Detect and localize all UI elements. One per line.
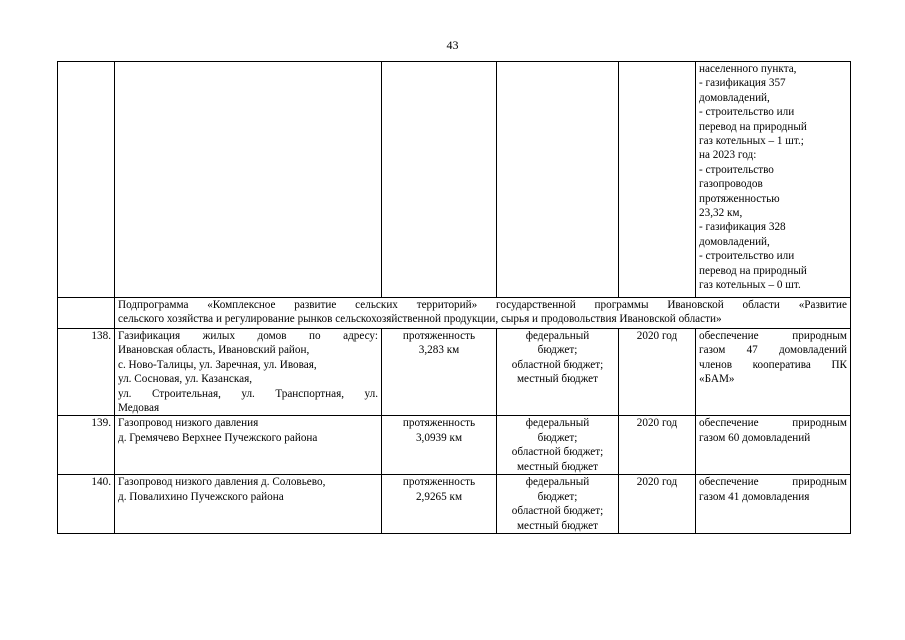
result-line: «БАМ» (699, 373, 735, 386)
funding-line: областной бюджет; (511, 358, 604, 371)
result-line: домовладений, (699, 235, 770, 248)
object-name-cell (115, 475, 382, 534)
result-line: газопроводов (699, 178, 763, 191)
continuation-row (58, 62, 851, 298)
subprogram-line: Подпрограмма «Комплексное развитие сельских территорий» государственной программы Ивановской области «Развитие (118, 299, 847, 311)
capacity-line: протяженность (402, 330, 476, 342)
funding-line: областной бюджет; (511, 446, 604, 459)
funding-line: областной бюджет; (511, 505, 604, 518)
cont-result-cell (696, 62, 851, 298)
result-line: - строительство или (699, 250, 795, 263)
object-name-cell (115, 416, 382, 475)
subprogram-line: сельского хозяйства и регулирование рынков сельскохозяйственной продукции, сырья и продовольствия Ивановской области» (118, 313, 722, 326)
year-cell: 2020 год (619, 329, 696, 416)
row-number: 140. (58, 475, 115, 534)
cont-funding-cell (497, 62, 619, 298)
result-line: - газификация 328 (699, 221, 786, 234)
result-line: газом 41 домовладения (699, 490, 810, 503)
table-row (58, 416, 851, 475)
capacity-line: протяженность (402, 476, 476, 489)
row-number: 138. (58, 329, 115, 416)
result-cell (696, 475, 851, 534)
cont-num-cell (58, 62, 115, 298)
object-name-line: Медовая (118, 402, 160, 415)
subprogram-num-cell (58, 298, 115, 329)
cont-capacity-cell (382, 62, 497, 298)
funding-line: бюджет; (537, 431, 578, 444)
object-name-line: Газификация жилых домов по адресу: (118, 330, 378, 342)
result-line: газ котельных – 1 шт.; (699, 135, 804, 148)
capacity-cell (382, 416, 497, 475)
cont-year-cell (619, 62, 696, 298)
result-line: перевод на природный (699, 264, 807, 277)
capacity-cell (382, 475, 497, 534)
object-name-line: д. Повалихино Пучежского района (118, 490, 284, 503)
result-line: - строительство (699, 163, 774, 176)
result-line: газом 47 домовладений (699, 344, 847, 357)
result-line: обеспечение природным (699, 476, 847, 489)
funding-line: бюджет; (537, 490, 578, 503)
result-line: - строительство или (699, 106, 795, 119)
capacity-cell (382, 329, 497, 416)
funding-line: бюджет; (537, 344, 578, 357)
result-line: газ котельных – 0 шт. (699, 279, 801, 292)
result-line: протяженностью (699, 192, 780, 205)
page-number: 43 (446, 38, 459, 52)
result-line: обеспечение природным (699, 417, 847, 430)
result-line: обеспечение природным (699, 330, 847, 342)
result-line: членов кооператива ПК (699, 358, 847, 371)
result-cell (696, 416, 851, 475)
table-row (58, 475, 851, 534)
year-cell: 2020 год (619, 416, 696, 475)
result-cell (696, 329, 851, 416)
object-name-line: Газопровод низкого давления (118, 417, 259, 430)
object-name-line: с. Ново-Талицы, ул. Заречная, ул. Ивовая, (118, 358, 317, 371)
result-line: домовладений, (699, 91, 770, 104)
funding-line: федеральный (525, 417, 590, 430)
object-name-line: ул. Строительная, ул. Транспортная, ул. (118, 387, 378, 400)
funding-cell (497, 416, 619, 475)
result-line: населенного пункта, (699, 63, 797, 75)
result-line: газом 60 домовладений (699, 431, 811, 444)
funding-line: федеральный (525, 330, 590, 342)
funding-cell (497, 475, 619, 534)
object-name-line: ул. Сосновая, ул. Казанская, (118, 373, 253, 386)
gasification-table (57, 61, 851, 534)
capacity-line: 2,9265 км (415, 490, 463, 503)
result-line: перевод на природный (699, 120, 807, 133)
funding-line: местный бюджет (516, 373, 599, 386)
result-line: - газификация 357 (699, 77, 786, 90)
capacity-line: 3,0939 км (415, 431, 463, 444)
funding-line: местный бюджет (516, 460, 599, 473)
object-name-line: Ивановская область, Ивановский район, (118, 344, 310, 357)
row-number: 139. (58, 416, 115, 475)
funding-cell (497, 329, 619, 416)
result-line: 23,32 км, (699, 207, 743, 220)
object-name-line: Газопровод низкого давления д. Соловьево, (118, 476, 326, 489)
subprogram-title (115, 298, 851, 329)
year-cell: 2020 год (619, 475, 696, 534)
funding-line: местный бюджет (516, 519, 599, 532)
funding-line: федеральный (525, 476, 590, 489)
capacity-line: протяженность (402, 417, 476, 430)
table-row (58, 329, 851, 416)
object-name-line: д. Гремячево Верхнее Пучежского района (118, 431, 318, 444)
cont-name-cell (115, 62, 382, 298)
capacity-line: 3,283 км (418, 344, 460, 357)
subprogram-row (58, 298, 851, 329)
result-line: на 2023 год: (699, 149, 757, 162)
object-name-cell (115, 329, 382, 416)
